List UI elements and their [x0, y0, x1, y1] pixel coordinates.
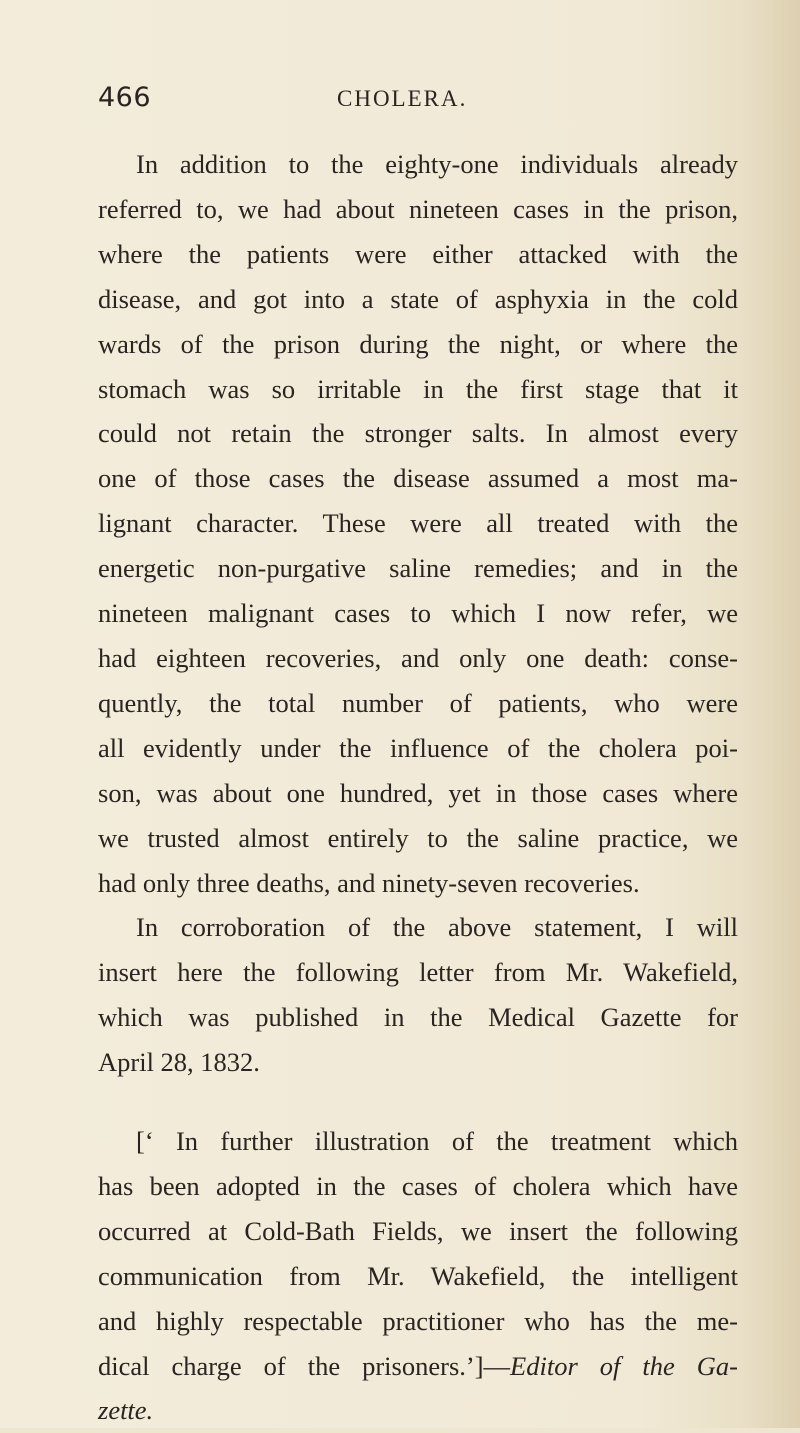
text-line: which was published in the Medical Gazette for — [98, 1002, 738, 1033]
text-line-with-attribution — [98, 1344, 738, 1389]
text-line: energetic non-purgative saline remedies; and in the — [98, 553, 738, 584]
text-line: one of those cases the disease assumed a most ma- — [98, 463, 738, 494]
paragraph-3 — [98, 1119, 738, 1433]
text-line: nineteen malignant cases to which I now refer, we — [98, 598, 738, 629]
text-line: In corroboration of the above statement, I will — [136, 912, 738, 943]
paragraph-2 — [98, 905, 738, 1085]
running-head: CHOLERA. — [337, 86, 468, 111]
text-line: we trusted almost entirely to the saline practice, we — [98, 822, 738, 853]
text-line: referred to, we had about nineteen cases in the prison, — [98, 193, 738, 224]
text-line: wards of the prison during the night, or where the — [98, 328, 738, 359]
text-line: In addition to the eighty-one individuals already — [136, 149, 738, 179]
paragraph-1 — [98, 142, 738, 905]
text-line: April 28, 1832. — [98, 1047, 260, 1078]
text-line: could not retain the stronger salts. In almost every — [98, 418, 738, 449]
page-number: 466 — [98, 82, 152, 113]
text-line: had eighteen recoveries, and only one death: conse- — [98, 642, 738, 673]
text-line: insert here the following letter from Mr. Wakefield, — [98, 957, 738, 988]
text-line: had only three deaths, and ninety-seven recoveries. — [98, 867, 640, 898]
text-line: [‘ In further illustration of the treatment which — [136, 1126, 738, 1157]
text-line: where the patients were either attacked with the — [98, 238, 738, 269]
text-line: disease, and got into a state of asphyxia in the cold — [98, 283, 738, 314]
text-line: occurred at Cold-Bath Fields, we insert the following — [98, 1215, 738, 1246]
text-line: and highly respectable practitioner who has the me- — [98, 1305, 738, 1336]
text-line: has been adopted in the cases of cholera which have — [98, 1170, 738, 1201]
text-line: son, was about one hundred, yet in those cases where — [98, 777, 738, 808]
text-line: stomach was so irritable in the first stage that it — [98, 373, 738, 404]
text-line: quently, the total number of patients, who were — [98, 687, 738, 718]
text-line: communication from Mr. Wakefield, the intelligent — [98, 1260, 738, 1291]
page-header — [98, 82, 758, 122]
editor-attribution-continued: zette. — [98, 1395, 154, 1426]
editor-attribution: Editor of the Ga- — [510, 1350, 738, 1381]
text-line: lignant character. These were all treated with the — [98, 508, 738, 539]
text-fragment: dical charge of the prisoners.’]— — [98, 1350, 511, 1381]
body-text — [98, 142, 738, 1433]
text-line: all evidently under the influence of the cholera poi- — [98, 732, 738, 763]
